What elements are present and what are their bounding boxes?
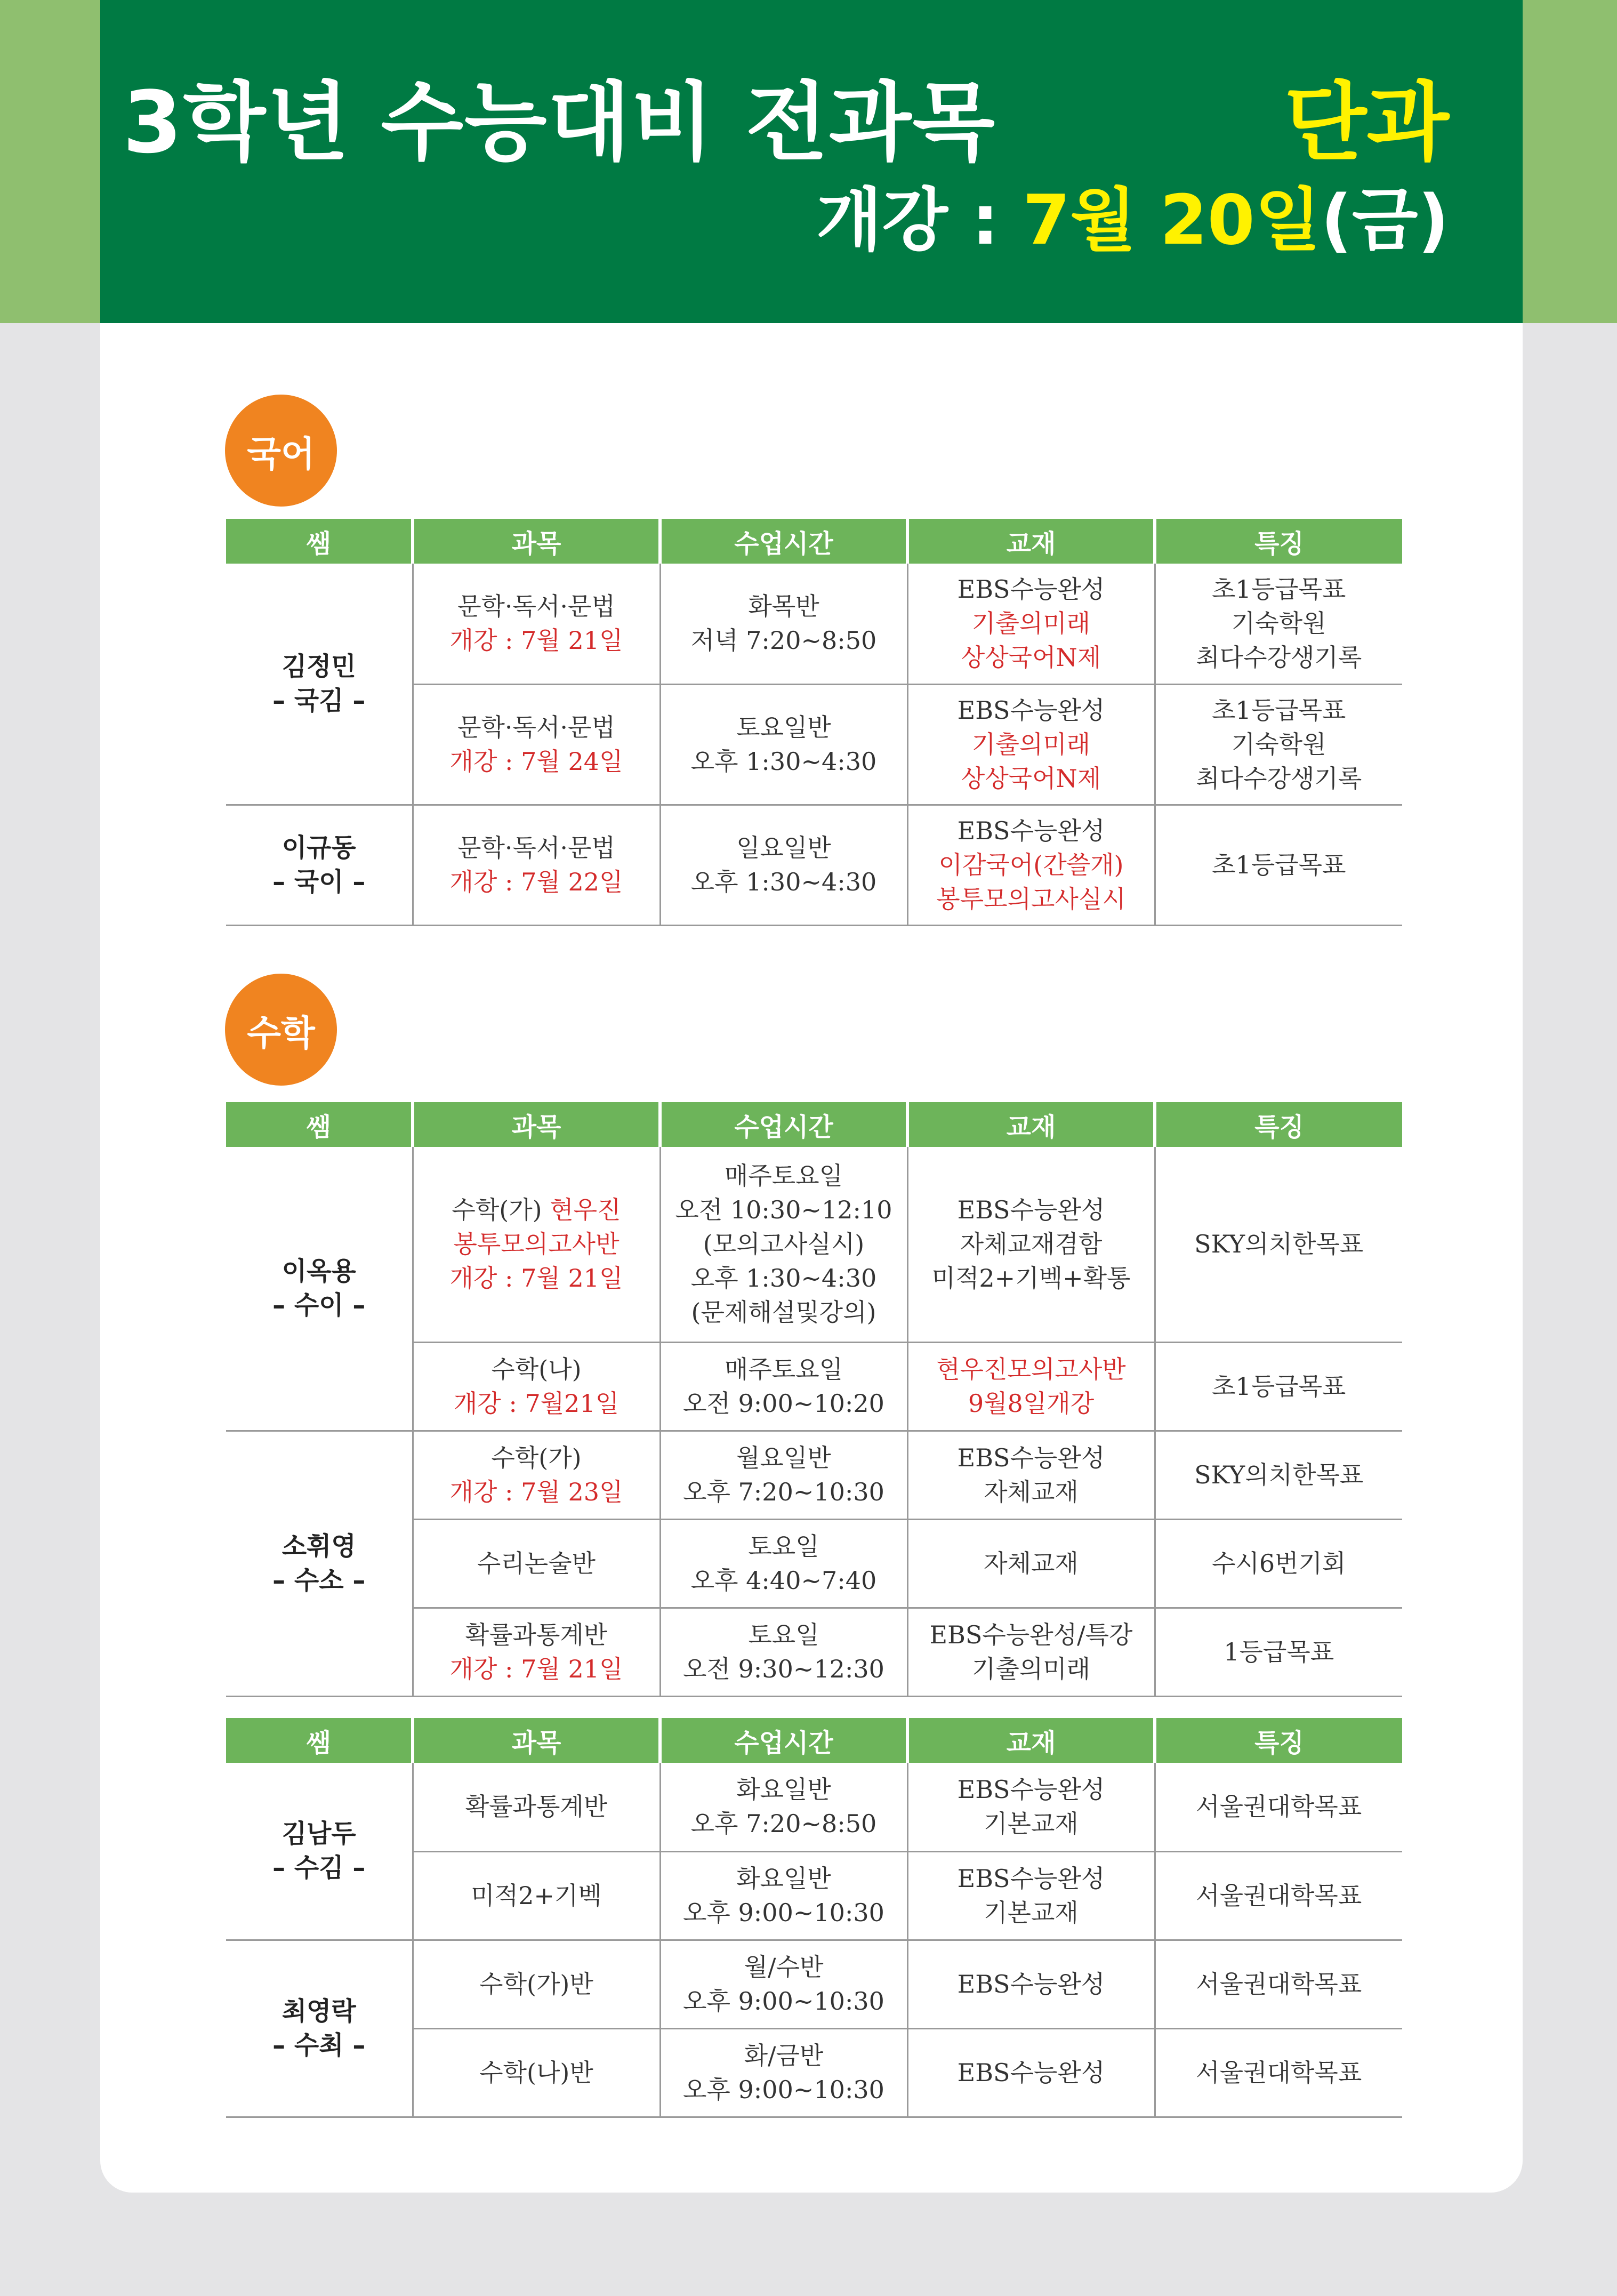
column-header: 수업시간 [660,1718,907,1763]
textbook-cell [907,1519,1155,1608]
textbook-line: EBS수능완성 [957,575,1105,604]
feature-cell [1155,1608,1402,1696]
column-header: 교재 [907,1718,1155,1763]
subject-line [414,589,659,623]
time-line: 일요일반 [736,833,831,862]
time-cell [660,1608,907,1696]
subject-cell [413,805,660,925]
textbook-line: 미적2+기벡+확통 [931,1264,1131,1293]
subject-text: 개강 : 7월21일 [453,1389,620,1418]
column-header: 특징 [1155,1718,1402,1763]
subject-cell [413,564,660,684]
feature-cell [1155,1342,1402,1431]
table-row [226,1147,1402,1342]
textbook-line: 자체교재 [984,1478,1079,1506]
math-teacher-cell [226,1763,413,1940]
subject-text: 개강 : 7월 21일 [449,626,623,655]
subject-text: 수리논술반 [477,1549,596,1578]
textbook-cell [907,1851,1155,1940]
subject-text: 확률과통계반 [465,1620,608,1649]
column-header: 쌤 [226,1718,413,1763]
time-line: 오후 9:00~10:30 [683,2075,884,2104]
column-header: 교재 [907,519,1155,564]
subject-cell [413,1342,660,1431]
time-line: 오전 9:30~12:30 [683,1655,884,1683]
time-line: 오후 9:00~10:30 [683,1898,884,1927]
textbook-line: 봉투모의고사실시 [936,885,1126,913]
feature-cell [1155,1763,1402,1851]
feature-line: 기숙학원 [1231,730,1326,759]
subject-text: 수학(가)반 [479,1970,593,1998]
column-header: 과목 [413,519,660,564]
subject-cell [413,684,660,805]
subject-line [414,1441,659,1475]
subject-line [414,2056,659,2090]
textbook-cell [907,684,1155,805]
feature-line: 서울권대학목표 [1196,1792,1362,1821]
time-line: 오전 10:30~12:10 [675,1195,892,1225]
time-cell [660,564,907,684]
feature-cell [1155,1431,1402,1519]
column-header: 쌤 [226,1102,413,1147]
teacher-name: 김남두 [281,1819,356,1849]
subject-text: 수학(가) [491,1443,582,1472]
subject-cell [413,1519,660,1608]
textbook-line: 기출의미래 [971,609,1091,638]
time-cell [660,1763,907,1851]
textbook-line: 기본교재 [984,1898,1079,1927]
subject-cell [413,1431,660,1519]
column-header: 특징 [1155,519,1402,564]
feature-line: 초1등급목표 [1212,850,1346,879]
feature-line: 초1등급목표 [1212,696,1346,725]
teacher-name: 이규동 [281,833,356,863]
feature-line: 서울권대학목표 [1196,2058,1362,2087]
time-line: 오전 9:00~10:20 [683,1389,884,1418]
textbook-cell [907,805,1155,925]
korean-schedule-table [226,519,1402,926]
table-row [226,1940,1402,2028]
subject-text: 수학(가) [452,1195,542,1225]
time-line: 저녁 7:20~8:50 [690,626,877,655]
time-line: 화요일반 [736,1864,831,1893]
time-line: 월요일반 [736,1443,831,1472]
subject-text: 개강 : 7월 24일 [449,747,623,776]
korean-section-badge: 국어 [225,395,337,507]
teacher-name: 김정민 [281,652,356,682]
time-cell [660,684,907,805]
subject-line [414,1475,659,1509]
subject-text: 수학(나) [491,1355,582,1384]
time-line: 월/수반 [744,1953,824,1981]
opening-date: 7월 20일 [1023,181,1321,260]
textbook-cell [907,1147,1155,1342]
page-title-accent: 단과 [1284,73,1449,172]
time-line: 오후 7:20~8:50 [690,1809,877,1839]
teacher-alias: – 국이 – [272,867,366,897]
time-line: 매주토요일 [724,1161,843,1191]
feature-line: 수시6번기회 [1212,1549,1346,1578]
time-cell [660,1147,907,1342]
table-row [226,1763,1402,1851]
subject-text: 문학·독서·문법 [457,592,615,621]
subject-line [414,1227,659,1261]
subject-text: 개강 : 7월 21일 [449,1264,623,1293]
subject-line [414,1967,659,2001]
column-header: 과목 [413,1102,660,1147]
textbook-line: EBS수능완성 [957,1195,1105,1225]
teacher-alias: – 수소 – [272,1566,366,1595]
textbook-cell [907,1342,1155,1431]
textbook-line: EBS수능완성/특강 [929,1620,1133,1649]
feature-cell [1155,564,1402,684]
table-row [226,805,1402,925]
time-cell [660,1342,907,1431]
textbook-line: EBS수능완성 [957,2058,1105,2087]
subject-cell [413,1147,660,1342]
time-line: 오후 1:30~4:30 [690,1264,877,1293]
textbook-line: 현우진모의고사반 [936,1355,1126,1384]
subject-line [414,710,659,744]
page-title: 3학년 수능대비 전과목 [123,73,996,172]
feature-cell [1155,2028,1402,2117]
feature-cell [1155,684,1402,805]
time-line: 오후 1:30~4:30 [690,868,877,896]
subject-text: 문학·독서·문법 [457,713,615,742]
teacher-alias: – 국김 – [272,686,366,716]
column-header: 교재 [907,1102,1155,1147]
subject-text: 봉투모의고사반 [453,1230,620,1259]
feature-line: 1등급목표 [1224,1637,1334,1666]
feature-line: SKY의치한목표 [1194,1230,1364,1259]
subject-text: 문학·독서·문법 [457,833,615,862]
subject-line [414,831,659,865]
subject-cell [413,2028,660,2117]
subject-line [414,865,659,899]
feature-cell [1155,805,1402,925]
textbook-line: EBS수능완성 [957,816,1105,845]
textbook-cell [907,1431,1155,1519]
subject-cell [413,1763,660,1851]
time-line: 토요일반 [736,713,831,742]
subject-line [414,1878,659,1913]
column-header: 쌤 [226,519,413,564]
math-schedule-table-2 [226,1718,1402,2118]
feature-line: 최다수강생기록 [1196,764,1362,793]
time-cell [660,1431,907,1519]
subject-highlight: 현우진 [542,1195,621,1225]
textbook-line: 기출의미래 [971,730,1091,759]
time-line: 오후 7:20~10:30 [683,1478,884,1506]
teacher-alias: – 수김 – [272,1853,366,1883]
teacher-name: 최영락 [281,1996,356,2026]
textbook-line: 자체교재겸함 [960,1230,1103,1259]
math-schedule-table-1 [226,1102,1402,1697]
subject-line [414,1352,659,1386]
feature-line: 서울권대학목표 [1196,1881,1362,1910]
subject-cell [413,1851,660,1940]
time-line: 화목반 [748,592,819,621]
feature-line: 최다수강생기록 [1196,643,1362,672]
subject-line [414,1652,659,1686]
time-line: 오후 1:30~4:30 [690,747,877,776]
time-line: (모의고사실시) [703,1230,865,1259]
textbook-line: 상상국어N제 [961,643,1101,672]
subject-line [414,1193,659,1227]
textbook-line: 기본교재 [984,1809,1079,1839]
korean-teacher-cell [226,564,413,805]
time-line: 토요일 [748,1620,819,1649]
time-cell [660,2028,907,2117]
textbook-line: 자체교재 [984,1549,1079,1578]
subject-text: 개강 : 7월 22일 [449,868,623,896]
feature-cell [1155,1519,1402,1608]
time-cell [660,1851,907,1940]
textbook-line: 기출의미래 [971,1655,1091,1683]
textbook-line: EBS수능완성 [957,1443,1105,1472]
opening-day: (금) [1321,181,1449,260]
time-cell [660,1519,907,1608]
time-line: (문제해설및강의) [691,1298,876,1327]
table-header-row [226,1718,1402,1763]
teacher-name: 소휘영 [281,1531,356,1561]
subject-line [414,1618,659,1652]
math-teacher-cell [226,1431,413,1696]
feature-line: 초1등급목표 [1212,1372,1346,1401]
feature-cell [1155,1851,1402,1940]
table-header-row [226,519,1402,564]
subject-line [414,1789,659,1824]
table-header-row [226,1102,1402,1147]
subject-line [414,744,659,778]
textbook-cell [907,1608,1155,1696]
time-line: 토요일 [748,1532,819,1561]
textbook-line: 상상국어N제 [961,764,1101,793]
subject-text: 확률과통계반 [465,1792,608,1821]
column-header: 수업시간 [660,519,907,564]
subject-text: 미적2+기벡 [471,1881,602,1910]
subject-text: 개강 : 7월 21일 [449,1655,623,1683]
subject-line [414,1386,659,1420]
textbook-cell [907,1763,1155,1851]
column-header: 특징 [1155,1102,1402,1147]
subject-line [414,1261,659,1295]
opening-date-line [816,181,1449,260]
time-line: 매주토요일 [724,1355,843,1384]
teacher-name: 이옥용 [281,1256,356,1287]
opening-label: 개강 : [816,181,1023,260]
feature-line: 기숙학원 [1231,609,1326,638]
subject-cell [413,1608,660,1696]
textbook-line: 이감국어(간쓸개) [938,850,1124,879]
math-teacher-cell [226,1147,413,1431]
textbook-line: EBS수능완성 [957,1970,1105,1998]
subject-cell [413,1940,660,2028]
time-line: 화요일반 [736,1775,831,1804]
time-line: 화/금반 [744,2041,824,2070]
textbook-line: EBS수능완성 [957,1864,1105,1893]
time-cell [660,805,907,925]
subject-line [414,1546,659,1580]
math-section-badge: 수학 [225,974,337,1086]
math-teacher-cell [226,1940,413,2117]
feature-line: SKY의치한목표 [1194,1460,1364,1489]
column-header: 수업시간 [660,1102,907,1147]
time-cell [660,1940,907,2028]
subject-text: 개강 : 7월 23일 [449,1478,623,1506]
textbook-line: EBS수능완성 [957,696,1105,725]
feature-line: 서울권대학목표 [1196,1970,1362,1998]
table-row [226,564,1402,684]
column-header: 과목 [413,1718,660,1763]
time-line: 오후 9:00~10:30 [683,1987,884,2016]
feature-cell [1155,1147,1402,1342]
textbook-line: 9월8일개강 [968,1389,1095,1418]
textbook-cell [907,564,1155,684]
subject-text: 수학(나)반 [479,2058,593,2087]
textbook-line: EBS수능완성 [957,1775,1105,1804]
table-row [226,1431,1402,1519]
time-line: 오후 4:40~7:40 [690,1566,877,1595]
textbook-cell [907,2028,1155,2117]
korean-teacher-cell [226,805,413,925]
textbook-cell [907,1940,1155,2028]
feature-line: 초1등급목표 [1212,575,1346,604]
teacher-alias: – 수이 – [272,1290,366,1321]
feature-cell [1155,1940,1402,2028]
subject-line [414,623,659,657]
teacher-alias: – 수최 – [272,2030,366,2060]
